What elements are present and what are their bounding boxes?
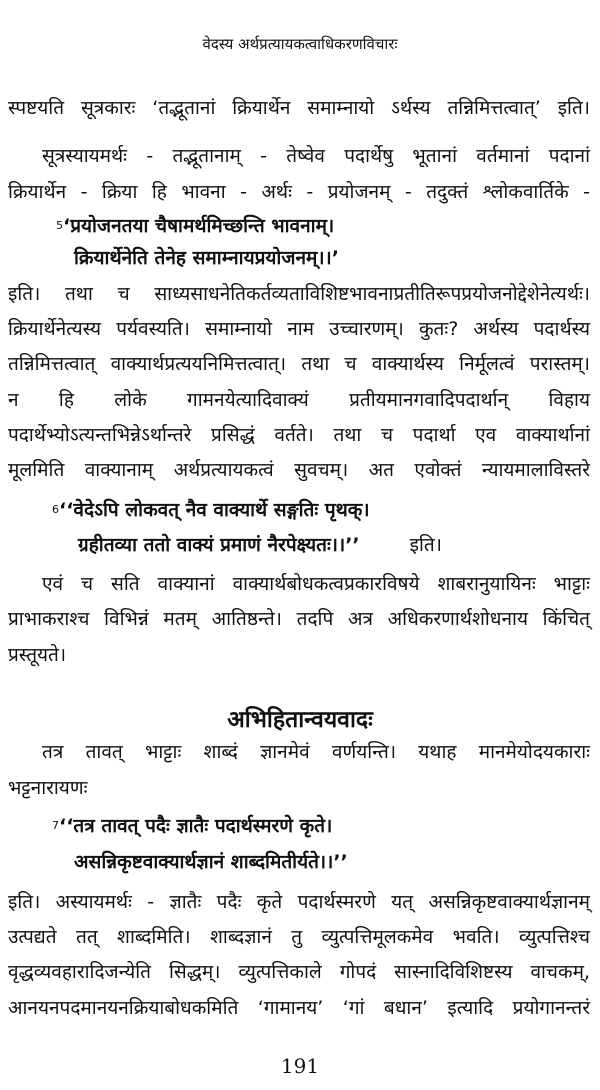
verse-text: ‘‘तत्र तावत् पदैः ज्ञातैः पदार्थस्मरणे कृते। — [59, 815, 333, 837]
page-number: 191 — [280, 1054, 320, 1078]
verse-line — [52, 498, 370, 522]
verse-text: ‘‘वेदेऽपि लोकवत् नैव वाक्यार्थे सङ्गतिः पृथक्। — [59, 499, 370, 521]
text-line: उत्पद्यते तत् शाब्दमिति। शाब्दज्ञानं तु व्युत्पत्तिमूलकमेव भवति। व्युत्पत्तिश्च — [8, 926, 590, 948]
verse-line — [56, 214, 334, 238]
text-line: क्रियार्थेनेत्यस्य पर्यवस्यति। समाम्नायो नाम उच्चारणम्। कुतः? अर्थस्य पदार्थस्य — [8, 318, 590, 340]
verse-number: 7 — [52, 819, 59, 832]
text-line: प्रस्तूयते। — [8, 644, 67, 666]
text-line: पदार्थेभ्योऽत्यन्तभिन्नेऽर्थान्तरे प्रसिद्धं वर्तते। तथा च पदार्था एव वाक्यार्थानां — [8, 424, 590, 446]
verse-tail: इति। — [409, 534, 442, 556]
text-line: इति। तथा च साध्यसाधनेतिकर्तव्यताविशिष्टभावनाप्रतीतिरूपप्रयोजनोद्देशेनेत्यर्थः। — [8, 283, 590, 305]
verse-line — [52, 814, 332, 838]
text-line: क्रियार्थेन - क्रिया हि भावना - अर्थः - प्रयोजनम् - तदुक्तं श्लोकवार्तिके - — [8, 181, 590, 203]
section-heading: अभिहितान्वयवादः — [227, 707, 373, 733]
verse-text: ग्रहीतव्या ततो वाक्यं प्रमाणं नैरपेक्ष्यतः।।’’ — [78, 534, 360, 556]
verse-line — [78, 533, 442, 557]
verse-line: असन्निकृष्टवाक्यार्थज्ञानं शाब्दमितीर्यते।।’’ — [74, 851, 348, 873]
verse-number: 5 — [56, 219, 63, 232]
text-line: तत्र तावत् भाट्टाः शाब्दं ज्ञानमेवं वर्णयन्ति। यथाह मानमेयोदयकाराः — [42, 741, 590, 763]
text-line: तन्निमित्तत्वात् वाक्यार्थप्रत्ययनिमित्तत्वात्। तथा च वाक्यार्थस्य निर्मूलत्वं परास्तम्। — [8, 353, 590, 375]
text-line: मूलमिति वाक्यानाम् अर्थप्रत्यायकत्वं सुवचम्। अत एवोक्तं न्यायमालाविस्तरे — [8, 459, 590, 481]
verse-line: क्रियार्थेनेति तेनेह समाम्नायप्रयोजनम्।।’ — [74, 247, 339, 269]
verse-text: ‘प्रयोजनतया चैषामर्थमिच्छन्ति भावनाम्। — [63, 215, 335, 237]
text-line: न हि लोके गामनयेत्यादिवाक्यं प्रतीयमानगवादिपदार्थान् विहाय — [8, 389, 590, 411]
text-line: सूत्रस्यायमर्थः - तद्भूतानाम् - तेष्वेव पदार्थेषु भूतानां वर्तमानां पदानां — [42, 145, 590, 167]
running-header: वेदस्य अर्थप्रत्यायकत्वाधिकरणविचारः — [202, 35, 398, 53]
text-line: इति। अस्यायमर्थः - ज्ञातैः पदैः कृते पदार्थस्मरणे यत् असन्निकृष्टवाक्यार्थज्ञानम् — [8, 891, 590, 913]
text-line: वृद्धव्यवहारादिजन्येति सिद्धम्। व्युत्पत्तिकाले गोपदं सास्नादिविशिष्टस्य वाचकम्, — [8, 961, 590, 983]
text-line: स्पष्टयति सूत्रकारः ‘तद्भूतानां क्रियार्थेन समाम्नायो ऽर्थस्य तन्निमित्तत्वात्’ इति। — [8, 97, 590, 119]
verse-number: 6 — [52, 503, 59, 516]
text-line: एवं च सति वाक्यानां वाक्यार्थबोधकत्वप्रकारविषये शाबरानुयायिनः भाट्टाः — [42, 573, 590, 595]
text-line: आनयनपदमानयनक्रियाबोधकमिति ‘गामानय’ ‘गां बधान’ इत्यादि प्रयोगानन्तरं — [8, 997, 590, 1019]
text-line: प्राभाकराश्च विभिन्नं मतम् आतिष्ठन्ते। तदपि अत्र अधिकरणार्थशोधनाय किंचित् — [8, 608, 590, 630]
text-line: भट्टनारायणः — [8, 777, 88, 799]
